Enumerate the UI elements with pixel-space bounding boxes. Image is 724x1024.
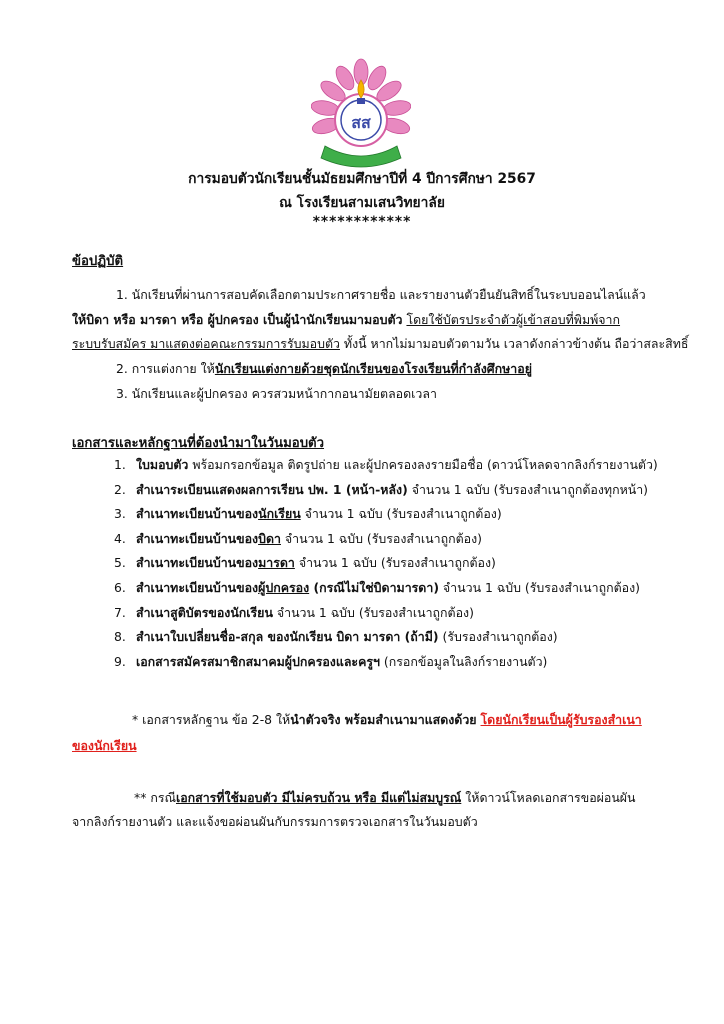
rule-2 — [116, 360, 532, 379]
item-title: สำเนาทะเบียนบ้านของ — [136, 579, 259, 595]
item-number: 9. — [114, 653, 126, 669]
item-detail: จำนวน 1 ฉบับ (รับรองสำเนาถูกต้อง) — [280, 530, 482, 546]
svg-text:สส: สส — [351, 113, 371, 132]
item-title-underline: ผู้ปกครอง — [258, 579, 310, 595]
rule-1-line-2 — [72, 311, 620, 330]
rule-1-underline-text: โดยใช้บัตรประจำตัวผู้เข้าสอบที่พิมพ์จาก — [406, 312, 621, 327]
title-separator: ************ — [312, 214, 412, 230]
note-2-line-2: จากลิงก์รายงานตัว และแจ้งขอผ่อนผันกับกรรมการตรวจเอกสารในวันมอบตัว — [72, 814, 478, 829]
page-title: การมอบตัวนักเรียนชั้นมัธยมศึกษาปีที่ 4 ปีการศึกษา 2567 — [188, 171, 536, 187]
list-item — [114, 456, 674, 481]
rule-3: 3. นักเรียนและผู้ปกครอง ควรสวมหน้ากากอนามัยตลอดเวลา — [116, 386, 437, 401]
note-1-line-2 — [72, 737, 137, 756]
item-detail: (รับรองสำเนาถูกต้อง) — [438, 629, 558, 645]
school-emblem-logo — [311, 58, 411, 176]
rule-1-rest-text: ทั้งนี้ หากไม่มามอบตัวตามวัน เวลาดังกล่าวข้างต้น ถือว่าสละสิทธิ์ — [339, 336, 689, 351]
note-2-line-1 — [134, 789, 636, 808]
item-detail: จำนวน 1 ฉบับ (รับรองสำเนาถูกต้องทุกหน้า) — [407, 481, 648, 497]
list-item — [114, 628, 674, 653]
item-number: 4. — [114, 530, 126, 546]
item-title: สำเนาทะเบียนบ้านของ — [136, 555, 259, 571]
item-title: สำเนาสูติบัตรของนักเรียน — [136, 604, 273, 620]
school-name-subtitle: ณ โรงเรียนสามเสนวิทยาลัย — [279, 195, 445, 211]
documents-heading: เอกสารและหลักฐานที่ต้องนำมาในวันมอบตัว — [72, 436, 325, 451]
item-title-condition: (กรณีไม่ใช่บิดามารดา) — [309, 579, 439, 595]
list-item — [114, 481, 674, 506]
rule-2-emphasis: นักเรียนแต่งกายด้วยชุดนักเรียนของโรงเรียนที่กำลังศึกษาอยู่ — [214, 361, 532, 376]
item-title: ใบมอบตัว — [136, 457, 189, 472]
item-number: 7. — [114, 604, 126, 620]
item-number: 5. — [114, 555, 126, 571]
note-1-red-emphasis: โดยนักเรียนเป็นผู้รับรองสำเนา — [480, 712, 642, 727]
item-detail: จำนวน 1 ฉบับ (รับรองสำเนาถูกต้อง) — [272, 604, 474, 620]
item-detail: (กรอกข้อมูลในลิงก์รายงานตัว) — [379, 653, 548, 669]
item-title-underline: บิดา — [258, 530, 281, 546]
item-detail: จำนวน 1 ฉบับ (รับรองสำเนาถูกต้อง) — [438, 579, 640, 595]
item-title: สำเนาทะเบียนบ้านของ — [136, 506, 259, 522]
rule-1-line-1: 1. นักเรียนที่ผ่านการสอบคัดเลือกตามประกาศรายชื่อ และรายงานตัวยืนยันสิทธิ์ในระบบออนไลน์แล้ว — [116, 287, 646, 302]
note-1-line-1 — [132, 711, 642, 730]
documents-list — [114, 456, 674, 677]
note-2-emphasis: เอกสารที่ใช้มอบตัว มีไม่ครบถ้วน หรือ มีแต่ไม่สมบูรณ์ — [175, 790, 462, 805]
item-detail: พร้อมกรอกข้อมูล ติดรูปถ่าย และผู้ปกครองลงรายมือชื่อ (ดาวน์โหลดจากลิงก์รายงานตัว) — [188, 457, 658, 472]
item-title: สำเนาใบเปลี่ยนชื่อ-สกุล ของนักเรียน บิดา มารดา (ถ้ามี) — [136, 629, 439, 645]
item-number: 1. — [114, 457, 126, 472]
item-number: 2. — [114, 481, 126, 497]
item-detail: จำนวน 1 ฉบับ (รับรองสำเนาถูกต้อง) — [294, 555, 496, 571]
rule-1-line-3 — [72, 335, 688, 354]
list-item — [114, 530, 674, 555]
note-2-prefix: ** กรณี — [134, 790, 176, 805]
item-title-underline: นักเรียน — [258, 506, 301, 522]
list-item — [114, 653, 674, 678]
item-detail: จำนวน 1 ฉบับ (รับรองสำเนาถูกต้อง) — [300, 506, 502, 522]
note-1-bold: นำตัวจริง พร้อมสำเนามาแสดงด้วย — [290, 712, 477, 727]
item-title-underline: มารดา — [258, 555, 295, 571]
item-number: 3. — [114, 506, 126, 522]
rule-2-prefix: 2. การแต่งกาย ให้ — [116, 361, 215, 376]
item-title: สำเนาระเบียนแสดงผลการเรียน ปพ. 1 (หน้า-หลัง) — [136, 481, 408, 497]
note-2-rest: ให้ดาวน์โหลดเอกสารขอผ่อนผัน — [461, 790, 636, 805]
item-number: 6. — [114, 579, 126, 595]
item-title: เอกสารสมัครสมาชิกสมาคมผู้ปกครองและครูฯ — [136, 653, 380, 669]
rule-1-underline-text-2: ระบบรับสมัคร มาแสดงต่อคณะกรรมการรับมอบตัว — [72, 336, 340, 351]
item-number: 8. — [114, 629, 126, 645]
list-item — [114, 554, 674, 579]
list-item — [114, 604, 674, 629]
list-item — [114, 579, 674, 604]
rules-heading: ข้อปฏิบัติ — [72, 254, 124, 269]
note-1-red-emphasis-2: ของนักเรียน — [72, 738, 137, 753]
list-item — [114, 505, 674, 530]
note-1-prefix: * เอกสารหลักฐาน ข้อ 2-8 ให้ — [132, 712, 291, 727]
item-title: สำเนาทะเบียนบ้านของ — [136, 530, 259, 546]
rule-1-bold-text: ให้บิดา หรือ มารดา หรือ ผู้ปกครอง เป็นผู้นำนักเรียนมามอบตัว — [72, 312, 403, 327]
